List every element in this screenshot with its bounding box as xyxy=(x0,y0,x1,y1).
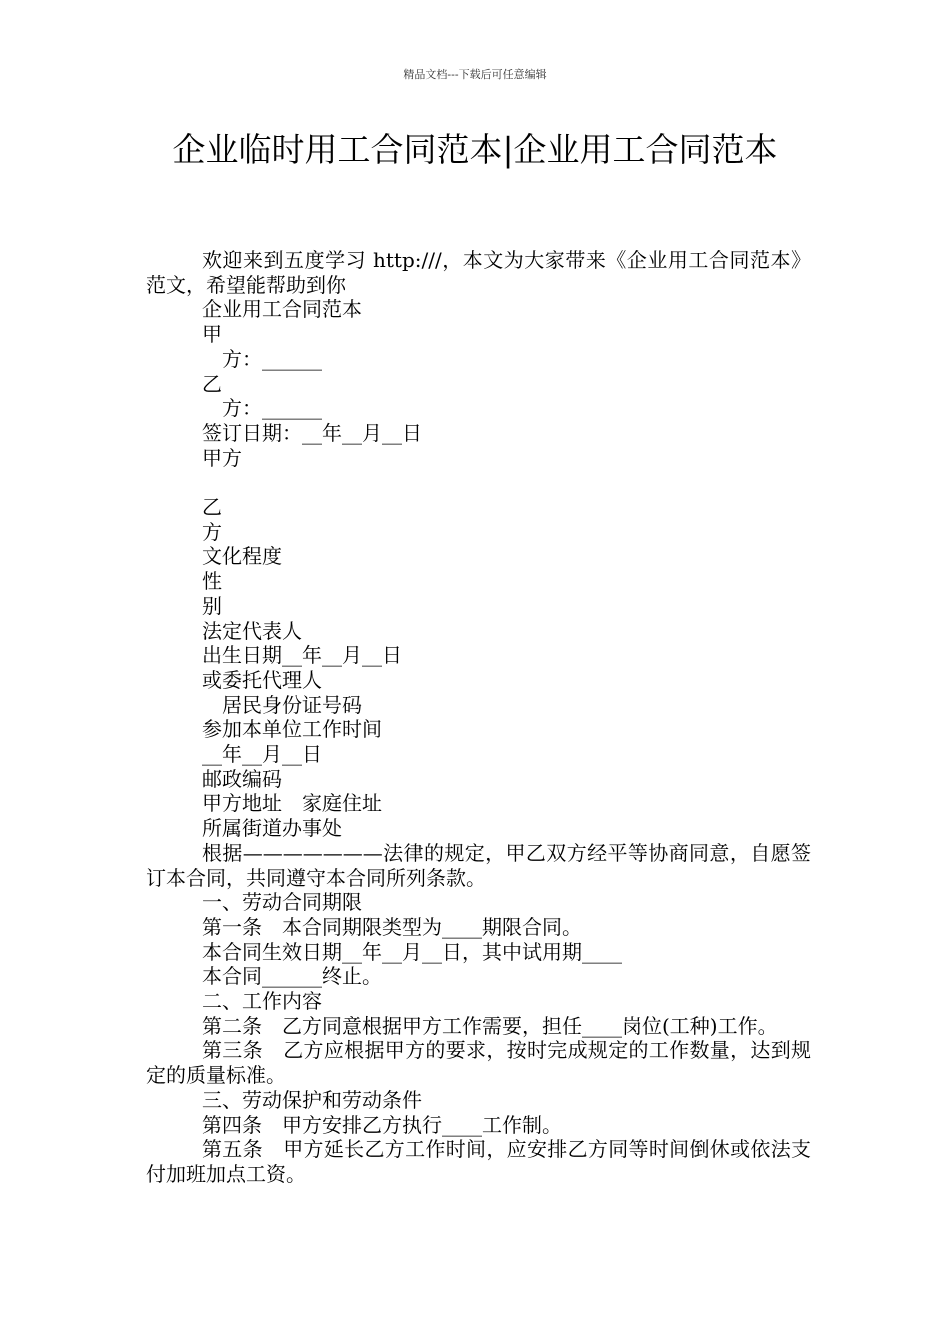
gender-label-2: 别 xyxy=(202,593,222,618)
subdistrict-label: 所属街道办事处 xyxy=(202,816,342,841)
party-b-label: 乙 xyxy=(202,371,222,396)
article-1: 第一条 本合同期限类型为____期限合同。 xyxy=(202,914,582,939)
party-b-heading-1: 乙 xyxy=(202,495,222,520)
work-start-label: 参加本单位工作时间 xyxy=(202,717,382,742)
termination-line: 本合同______终止。 xyxy=(202,964,382,989)
sign-date-line: 签订日期：__年__月__日 xyxy=(202,420,422,445)
birth-date-line: 出生日期__年__月__日 xyxy=(202,643,402,668)
basis-paragraph: 根据———————法律的规定，甲乙双方经平等协商同意，自愿签订本合同，共同遵守本合同所列条款。 xyxy=(146,840,811,890)
party-b-field: 方：______ xyxy=(222,396,322,421)
section-2-heading: 二、工作内容 xyxy=(202,989,322,1014)
agent-label: 或委托代理人 xyxy=(202,667,322,692)
legal-rep-label: 法定代表人 xyxy=(202,618,302,643)
article-2: 第二条 乙方同意根据甲方工作需要，担任____岗位(工种)工作。 xyxy=(202,1013,778,1038)
education-label: 文化程度 xyxy=(202,544,282,569)
article-3: 第三条 乙方应根据甲方的要求，按时完成规定的工作数量，达到规定的质量标准。 xyxy=(146,1038,811,1088)
article-5: 第五条 甲方延长乙方工作时间，应安排乙方同等时间倒休或依法支付加班加点工资。 xyxy=(146,1137,811,1186)
gender-label-1: 性 xyxy=(202,569,222,594)
header-note: 精品文档---下载后可任意编辑 xyxy=(403,68,547,81)
intro-paragraph: 欢迎来到五度学习 http:///，本文为大家带来《企业用工合同范本》范文，希望能帮助到你 xyxy=(146,248,811,297)
effective-date-line: 本合同生效日期__年__月__日，其中试用期____ xyxy=(202,939,622,964)
work-date-line: __年__月__日 xyxy=(202,742,322,767)
section-1-heading: 一、劳动合同期限 xyxy=(202,890,362,915)
party-a-heading: 甲方 xyxy=(202,445,242,470)
postal-code-label: 邮政编码 xyxy=(202,766,282,791)
party-a-label: 甲 xyxy=(202,322,222,347)
blank-line xyxy=(146,470,811,495)
document-title: 企业临时用工合同范本|企业用工合同范本 xyxy=(172,130,778,169)
section-3-heading: 三、劳动保护和劳动条件 xyxy=(202,1087,422,1112)
address-labels: 甲方地址 家庭住址 xyxy=(202,791,382,816)
id-number-label: 居民身份证号码 xyxy=(222,692,362,717)
document-body xyxy=(146,248,811,1187)
party-a-field: 方：______ xyxy=(222,346,322,371)
contract-subtitle: 企业用工合同范本 xyxy=(202,297,362,322)
article-4: 第四条 甲方安排乙方执行____工作制。 xyxy=(202,1112,562,1137)
party-b-heading-2: 方 xyxy=(202,519,222,544)
